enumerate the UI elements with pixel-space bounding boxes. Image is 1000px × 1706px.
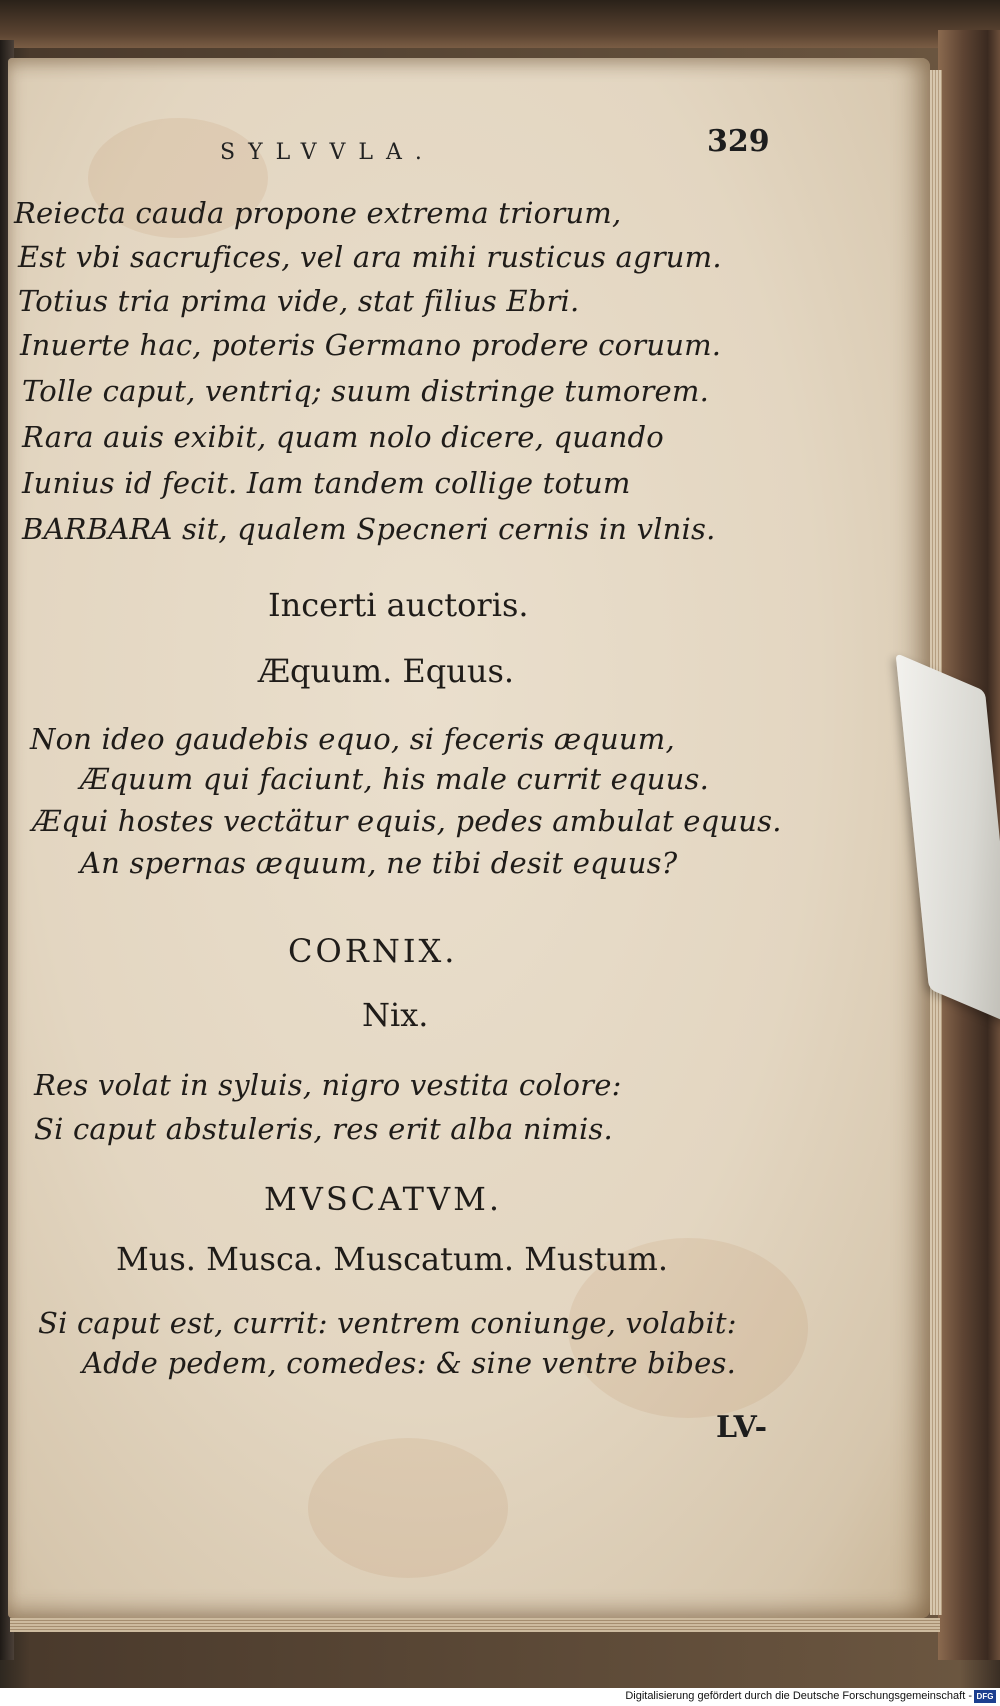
verse-line: Res volat in syluis, nigro vestita colore:: [34, 1068, 622, 1102]
section-subtitle: Æquum. Equus.: [258, 652, 515, 690]
verse-line: Tolle caput, ventriq; suum distringe tumorem.: [22, 374, 710, 408]
book-cover-top: [0, 0, 1000, 48]
verse-line: Si caput abstuleris, res erit alba nimis.: [34, 1112, 613, 1146]
digitization-credit: Digitalisierung gefördert durch die Deutsche Forschungsgemeinschaft -: [625, 1690, 972, 1702]
verse-line: Æquum qui faciunt, his male currit equus.: [80, 762, 710, 796]
section-subtitle: Mus. Musca. Muscatum. Mustum.: [116, 1240, 669, 1278]
verse-line: Æqui hostes vectätur equis, pedes ambulat equus.: [32, 804, 782, 838]
dfg-logo: DFG: [974, 1690, 996, 1703]
section-title: CORNIX.: [288, 932, 458, 970]
verse-line: Inuerte hac, poteris Germano prodere coruum.: [20, 328, 722, 362]
page-number: 329: [707, 124, 770, 159]
verse-line: Reiecta cauda propone extrema triorum,: [14, 196, 622, 230]
verse-line: Totius tria prima vide, stat filius Ebri.: [18, 284, 580, 318]
section-title: Incerti auctoris.: [268, 586, 529, 624]
section-title: MVSCATVM.: [264, 1180, 503, 1218]
verse-line: Non ideo gaudebis equo, si feceris æquum,: [30, 722, 675, 756]
verse-line: Adde pedem, comedes: & sine ventre bibes.: [82, 1346, 737, 1380]
running-title: SYLVVLA.: [220, 140, 435, 165]
catchword: LV-: [716, 1410, 768, 1445]
verse-line: Si caput est, currit: ventrem coniunge, volabit:: [38, 1306, 737, 1340]
section-subtitle: Nix.: [362, 996, 429, 1034]
verse-line: BARBARA sit, qualem Specneri cernis in vlnis.: [22, 512, 716, 546]
page-edges-bottom: [10, 1618, 940, 1632]
verse-line: Rara auis exibit, quam nolo dicere, quando: [22, 420, 664, 454]
verse-line: Iunius id fecit. Iam tandem collige totum: [22, 466, 631, 500]
foxing-stain: [308, 1438, 508, 1578]
verse-line: An spernas æquum, ne tibi desit equus?: [80, 846, 678, 880]
verse-line: Est vbi sacrufices, vel ara mihi rusticus agrum.: [18, 240, 722, 274]
